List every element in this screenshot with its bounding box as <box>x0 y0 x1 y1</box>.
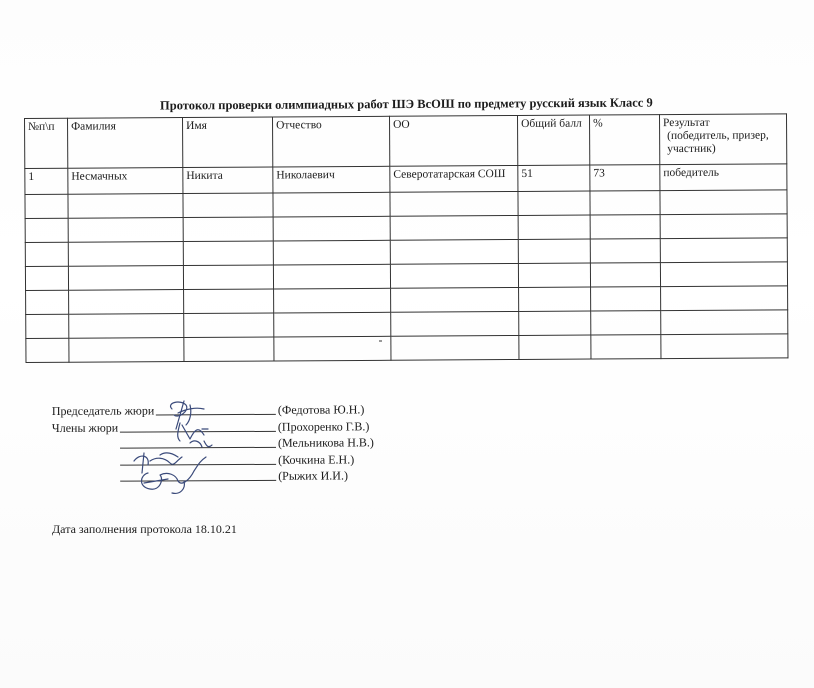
results-table <box>24 113 788 363</box>
jury-member-name: (Кочкина Е.Н.) <box>278 451 355 467</box>
header-percent: % <box>589 115 659 165</box>
table-row-empty <box>26 334 788 363</box>
table-header-row <box>25 114 787 169</box>
jury-members-label: Члены жюри <box>51 420 119 435</box>
jury-member-name: (Прохоренко Г.В.) <box>277 418 370 434</box>
cell-result: победитель <box>660 164 787 191</box>
header-num: №п\п <box>25 118 68 168</box>
jury-member-name: (Мельникова Н.В.) <box>277 435 374 450</box>
header-org: ОО <box>389 115 517 166</box>
signature-member2 <box>190 441 212 447</box>
header-result-line2: (победитель, призер, <box>667 129 769 143</box>
signature-member3 <box>134 453 182 473</box>
signature-member4 <box>142 457 207 493</box>
handwritten-signatures <box>120 395 240 500</box>
header-score: Общий балл <box>517 115 589 165</box>
signature-chair <box>171 401 204 429</box>
signature-member1 <box>178 423 208 441</box>
cell-percent: 73 <box>590 165 660 191</box>
jury-member-name: (Рыжих И.И.) <box>278 468 348 483</box>
jury-chair-label: Председатель жюри <box>51 403 155 419</box>
header-surname: Фамилия <box>68 118 183 169</box>
header-result-line3: участник) <box>667 142 716 156</box>
cell-surname: Несмачных <box>68 168 183 195</box>
header-result-line1: Результат <box>663 116 710 130</box>
protocol-date: Дата заполнения протокола 18.10.21 <box>52 522 237 536</box>
header-result <box>659 114 786 165</box>
header-name: Имя <box>183 117 273 168</box>
scan-speck <box>379 340 382 342</box>
cell-num: 1 <box>25 168 68 194</box>
cell-name: Никита <box>183 167 273 194</box>
jury-chair-name: (Федотова Ю.Н.) <box>277 402 365 417</box>
protocol-title: Протокол проверки олимпиадных работ ШЭ ВсОШ по предмету русский язык Класс 9 <box>159 95 653 113</box>
header-patronymic: Отчество <box>272 116 389 167</box>
cell-org: Северотатарская СОШ <box>390 165 518 192</box>
cell-score: 51 <box>518 165 590 191</box>
cell-patronymic: Николаевич <box>273 166 390 193</box>
